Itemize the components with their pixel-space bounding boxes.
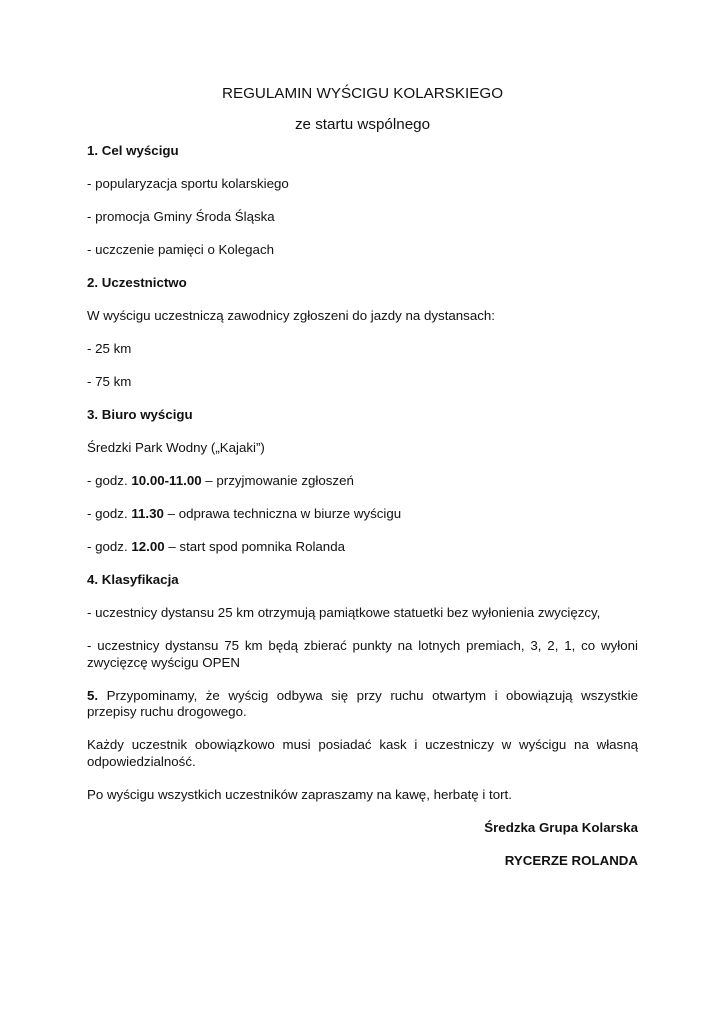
schedule-time: 11.30 bbox=[131, 506, 164, 521]
schedule-prefix: - godz. bbox=[87, 506, 132, 521]
section-2-intro: W wyścigu uczestniczą zawodnicy zgłoszeni do jazdy na dystansach: bbox=[87, 308, 495, 323]
document-subtitle: ze startu wspólnego bbox=[294, 115, 431, 133]
schedule-text: – przyjmowanie zgłoszeń bbox=[201, 473, 354, 488]
section-5-text: Przypominamy, że wyścig odbywa się przy ruchu otwartym i obowiązują wszystkie przepisy ruchu drogowego. bbox=[87, 687, 638, 719]
list-item: - popularyzacja sportu kolarskiego bbox=[87, 176, 289, 191]
section-2-heading: 2. Uczestnictwo bbox=[87, 275, 187, 290]
list-item: - uczczenie pamięci o Kolegach bbox=[87, 242, 274, 257]
section-5-paragraph bbox=[87, 688, 638, 721]
schedule-time: 12.00 bbox=[131, 539, 165, 554]
signature-group: RYCERZE ROLANDA bbox=[504, 852, 638, 868]
list-item: - 75 km bbox=[87, 374, 132, 389]
schedule-text: – start spod pomnika Rolanda bbox=[164, 539, 345, 554]
office-location: Średzki Park Wodny („Kajaki”) bbox=[87, 440, 265, 455]
helmet-paragraph: Każdy uczestnik obowiązkowo musi posiadać kask i uczestniczy w wyścigu na własną odpowiedzialność. bbox=[87, 737, 638, 769]
invite-paragraph: Po wyścigu wszystkich uczestników zapraszamy na kawę, herbatę i tort. bbox=[87, 786, 512, 802]
schedule-prefix: - godz. bbox=[87, 473, 132, 488]
section-3-heading: 3. Biuro wyścigu bbox=[87, 407, 193, 422]
schedule-item bbox=[87, 473, 638, 490]
section-5-number: 5. bbox=[87, 687, 99, 703]
signature-organization: Średzka Grupa Kolarska bbox=[484, 819, 638, 835]
list-item: - 25 km bbox=[87, 341, 132, 356]
section-1-heading: 1. Cel wyścigu bbox=[87, 143, 179, 158]
document-title: REGULAMIN WYŚCIGU KOLARSKIEGO bbox=[221, 85, 504, 102]
list-item: - promocja Gminy Środa Śląska bbox=[87, 209, 275, 224]
schedule-prefix: - godz. bbox=[87, 539, 132, 554]
list-item: - uczestnicy dystansu 75 km będą zbierać punkty na lotnych premiach, 3, 2, 1, co wyłoni zwycięzcę wyścigu OPEN bbox=[87, 638, 638, 670]
schedule-text: – odprawa techniczna w biurze wyścigu bbox=[163, 506, 402, 521]
schedule-item bbox=[87, 506, 638, 523]
schedule-time: 10.00-11.00 bbox=[131, 473, 202, 488]
schedule-item bbox=[87, 539, 638, 556]
list-item: - uczestnicy dystansu 25 km otrzymują pamiątkowe statuetki bez wyłonienia zwycięzcy, bbox=[87, 605, 601, 620]
section-4-heading: 4. Klasyfikacja bbox=[87, 572, 179, 587]
